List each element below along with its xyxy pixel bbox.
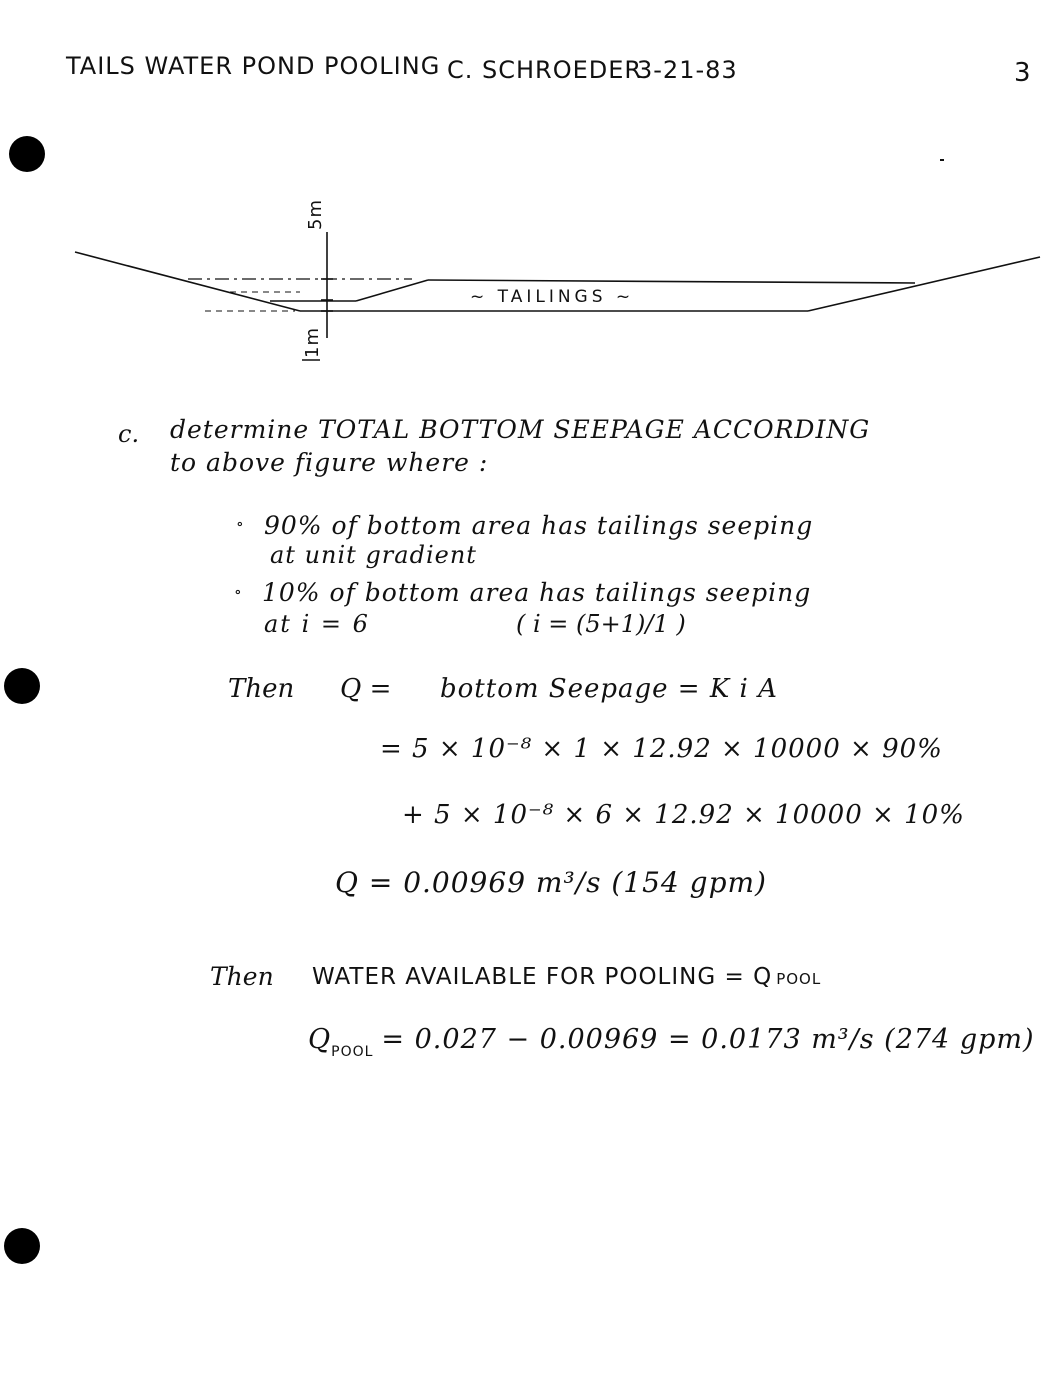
- section-c-line2: to above figure where :: [170, 448, 489, 477]
- q-pool-subscript: POOL: [331, 1044, 374, 1060]
- document-title: TAILS WATER POND POOLING: [66, 52, 441, 80]
- q-equals: Q =: [340, 674, 392, 704]
- q-pool-symbol: Q: [308, 1024, 332, 1055]
- tailings-label: ~ TAILINGS ~: [470, 287, 635, 307]
- q-result: Q = 0.00969 m³/s (154 gpm): [335, 866, 767, 899]
- water-available-label: WATER AVAILABLE FOR POOLING = Q: [312, 964, 773, 990]
- date: 3-21-83: [637, 56, 738, 84]
- section-c-line1: determine TOTAL BOTTOM SEEPAGE ACCORDING: [170, 415, 871, 444]
- water-available-subscript: POOL: [776, 970, 822, 988]
- then-label-1: Then: [228, 674, 295, 704]
- pond-cross-section-diagram: [0, 0, 1055, 380]
- author: C. SCHROEDER: [447, 56, 643, 84]
- water-available-text: [312, 964, 821, 990]
- seepage-line-a: = 5 × 10⁻⁸ × 1 × 12.92 × 10000 × 90%: [380, 734, 943, 764]
- bullet-1-line1: 90% of bottom area has tailings seeping: [264, 511, 814, 540]
- bullet-1-line2: at unit gradient: [270, 541, 477, 569]
- bottom-dimension-label: 1m: [302, 327, 323, 358]
- bullet-1-dot: ∘: [236, 514, 244, 533]
- top-dimension-label: 5m: [305, 199, 326, 230]
- q-pool-equation: [308, 1024, 1035, 1060]
- bullet-2-line2: at i = 6: [264, 610, 370, 638]
- bullet-2-line1: 10% of bottom area has tailings seeping: [262, 578, 812, 607]
- gradient-formula: ( i = (5+1)/1 ): [516, 610, 686, 638]
- bullet-2-dot: ∘: [234, 582, 242, 601]
- q-definition: bottom Seepage = K i A: [440, 674, 778, 704]
- binder-hole-middle: [4, 668, 40, 704]
- then-label-2: Then: [210, 962, 274, 991]
- section-c-label: c.: [118, 420, 140, 448]
- binder-hole-bottom: [4, 1228, 40, 1264]
- seepage-line-b: + 5 × 10⁻⁸ × 6 × 12.92 × 10000 × 10%: [402, 800, 965, 830]
- q-pool-expression: = 0.027 − 0.00969 = 0.0173 m³/s (274 gpm): [381, 1024, 1035, 1055]
- page-number: 3: [1014, 58, 1032, 88]
